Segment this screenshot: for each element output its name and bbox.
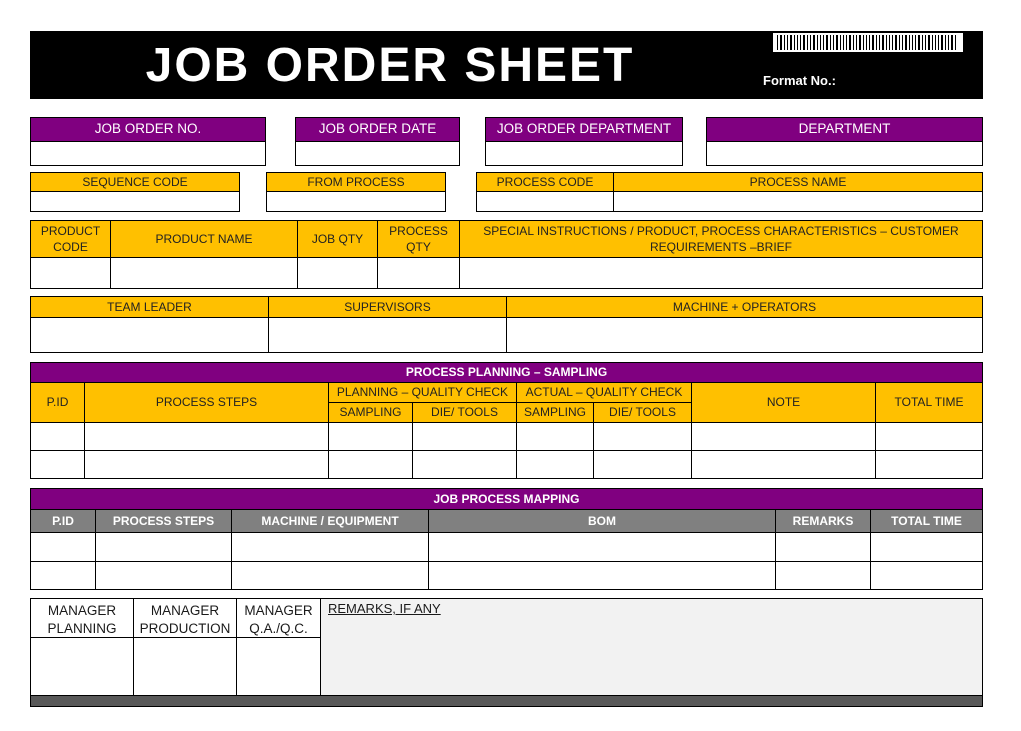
mapping-row-1-remarks[interactable] bbox=[775, 532, 871, 562]
format-number-label: Format No.: bbox=[763, 73, 836, 88]
actual-die-tools-header: DIE/ TOOLS bbox=[593, 402, 692, 423]
planning-row-1-total-time[interactable] bbox=[875, 422, 983, 451]
planning-row-1-sampling[interactable] bbox=[328, 422, 413, 451]
planning-pid-header: P.ID bbox=[30, 382, 85, 423]
job-qty-field[interactable] bbox=[297, 257, 378, 289]
department-header: DEPARTMENT bbox=[706, 117, 983, 142]
department-field[interactable] bbox=[706, 141, 983, 166]
from-process-header: FROM PROCESS bbox=[266, 172, 446, 192]
job-order-date-field[interactable] bbox=[295, 141, 460, 166]
process-qty-header: PROCESS QTY bbox=[377, 220, 460, 258]
manager-qa-label: MANAGER Q.A./Q.C. bbox=[236, 598, 321, 638]
mapping-row-2-machine[interactable] bbox=[231, 561, 429, 590]
special-instructions-field[interactable] bbox=[459, 257, 983, 289]
team-leader-field[interactable] bbox=[30, 317, 269, 353]
product-code-field[interactable] bbox=[30, 257, 111, 289]
process-name-header: PROCESS NAME bbox=[613, 172, 983, 192]
planning-total-time-header: TOTAL TIME bbox=[875, 382, 983, 423]
product-name-field[interactable] bbox=[110, 257, 298, 289]
process-planning-title: PROCESS PLANNING – SAMPLING bbox=[30, 362, 983, 383]
planning-row-2-note[interactable] bbox=[691, 450, 876, 479]
mapping-process-steps-header: PROCESS STEPS bbox=[95, 509, 232, 533]
page-title: JOB ORDER SHEET bbox=[145, 39, 635, 92]
planning-sampling-header: SAMPLING bbox=[328, 402, 413, 423]
product-code-header: PRODUCT CODE bbox=[30, 220, 111, 258]
job-order-no-field[interactable] bbox=[30, 141, 266, 166]
product-name-header: PRODUCT NAME bbox=[110, 220, 298, 258]
machine-operators-header: MACHINE + OPERATORS bbox=[506, 296, 983, 318]
actual-sampling-header: SAMPLING bbox=[516, 402, 594, 423]
planning-row-2-steps[interactable] bbox=[84, 450, 329, 479]
mapping-row-2-remarks[interactable] bbox=[775, 561, 871, 590]
actual-quality-check-header: ACTUAL – QUALITY CHECK bbox=[516, 382, 692, 403]
mapping-pid-header: P.ID bbox=[30, 509, 96, 533]
job-order-department-field[interactable] bbox=[485, 141, 683, 166]
mapping-row-2-total-time[interactable] bbox=[870, 561, 983, 590]
special-instructions-header: SPECIAL INSTRUCTIONS / PRODUCT, PROCESS CHARACTERISTICS – CUSTOMER REQUIREMENTS –BRIEF bbox=[459, 220, 983, 258]
mapping-remarks-header: REMARKS bbox=[775, 509, 871, 533]
mapping-row-1-total-time[interactable] bbox=[870, 532, 983, 562]
mapping-row-2-bom[interactable] bbox=[428, 561, 776, 590]
planning-row-2-sampling[interactable] bbox=[328, 450, 413, 479]
mapping-row-1-bom[interactable] bbox=[428, 532, 776, 562]
job-qty-header: JOB QTY bbox=[297, 220, 378, 258]
job-process-mapping-title: JOB PROCESS MAPPING bbox=[30, 488, 983, 510]
sequence-code-header: SEQUENCE CODE bbox=[30, 172, 240, 192]
supervisors-field[interactable] bbox=[268, 317, 507, 353]
process-qty-field[interactable] bbox=[377, 257, 460, 289]
machine-operators-field[interactable] bbox=[506, 317, 983, 353]
process-code-header: PROCESS CODE bbox=[476, 172, 614, 192]
team-leader-header: TEAM LEADER bbox=[30, 296, 269, 318]
planning-row-2-actual-sampling[interactable] bbox=[516, 450, 594, 479]
planning-note-header: NOTE bbox=[691, 382, 876, 423]
planning-quality-check-header: PLANNING – QUALITY CHECK bbox=[328, 382, 517, 403]
planning-row-1-actual-sampling[interactable] bbox=[516, 422, 594, 451]
mapping-row-1-machine[interactable] bbox=[231, 532, 429, 562]
planning-row-1-steps[interactable] bbox=[84, 422, 329, 451]
planning-row-1-pid[interactable] bbox=[30, 422, 85, 451]
planning-row-1-actual-die-tools[interactable] bbox=[593, 422, 692, 451]
manager-planning-signature[interactable] bbox=[30, 637, 134, 696]
planning-row-1-note[interactable] bbox=[691, 422, 876, 451]
manager-production-label: MANAGER PRODUCTION bbox=[133, 598, 237, 638]
planning-row-2-actual-die-tools[interactable] bbox=[593, 450, 692, 479]
manager-production-signature[interactable] bbox=[133, 637, 237, 696]
remarks-label: REMARKS, IF ANY bbox=[328, 601, 441, 616]
planning-die-tools-header: DIE/ TOOLS bbox=[412, 402, 517, 423]
planning-row-2-pid[interactable] bbox=[30, 450, 85, 479]
supervisors-header: SUPERVISORS bbox=[268, 296, 507, 318]
planning-process-steps-header: PROCESS STEPS bbox=[84, 382, 329, 423]
process-code-field[interactable] bbox=[476, 191, 614, 212]
from-process-field[interactable] bbox=[266, 191, 446, 212]
mapping-row-1-steps[interactable] bbox=[95, 532, 232, 562]
manager-qa-signature[interactable] bbox=[236, 637, 321, 696]
footer-bar bbox=[30, 695, 983, 707]
manager-planning-label: MANAGER PLANNING bbox=[30, 598, 134, 638]
process-name-field[interactable] bbox=[613, 191, 983, 212]
mapping-bom-header: BOM bbox=[428, 509, 776, 533]
mapping-row-2-pid[interactable] bbox=[30, 561, 96, 590]
mapping-total-time-header: TOTAL TIME bbox=[870, 509, 983, 533]
job-order-date-header: JOB ORDER DATE bbox=[295, 117, 460, 142]
planning-row-2-total-time[interactable] bbox=[875, 450, 983, 479]
sequence-code-field[interactable] bbox=[30, 191, 240, 212]
planning-row-1-die-tools[interactable] bbox=[412, 422, 517, 451]
planning-row-2-die-tools[interactable] bbox=[412, 450, 517, 479]
mapping-machine-equipment-header: MACHINE / EQUIPMENT bbox=[231, 509, 429, 533]
mapping-row-1-pid[interactable] bbox=[30, 532, 96, 562]
job-order-no-header: JOB ORDER NO. bbox=[30, 117, 266, 142]
barcode-icon bbox=[773, 33, 963, 52]
barcode-image bbox=[773, 33, 963, 52]
job-order-department-header: JOB ORDER DEPARTMENT bbox=[485, 117, 683, 142]
mapping-row-2-steps[interactable] bbox=[95, 561, 232, 590]
